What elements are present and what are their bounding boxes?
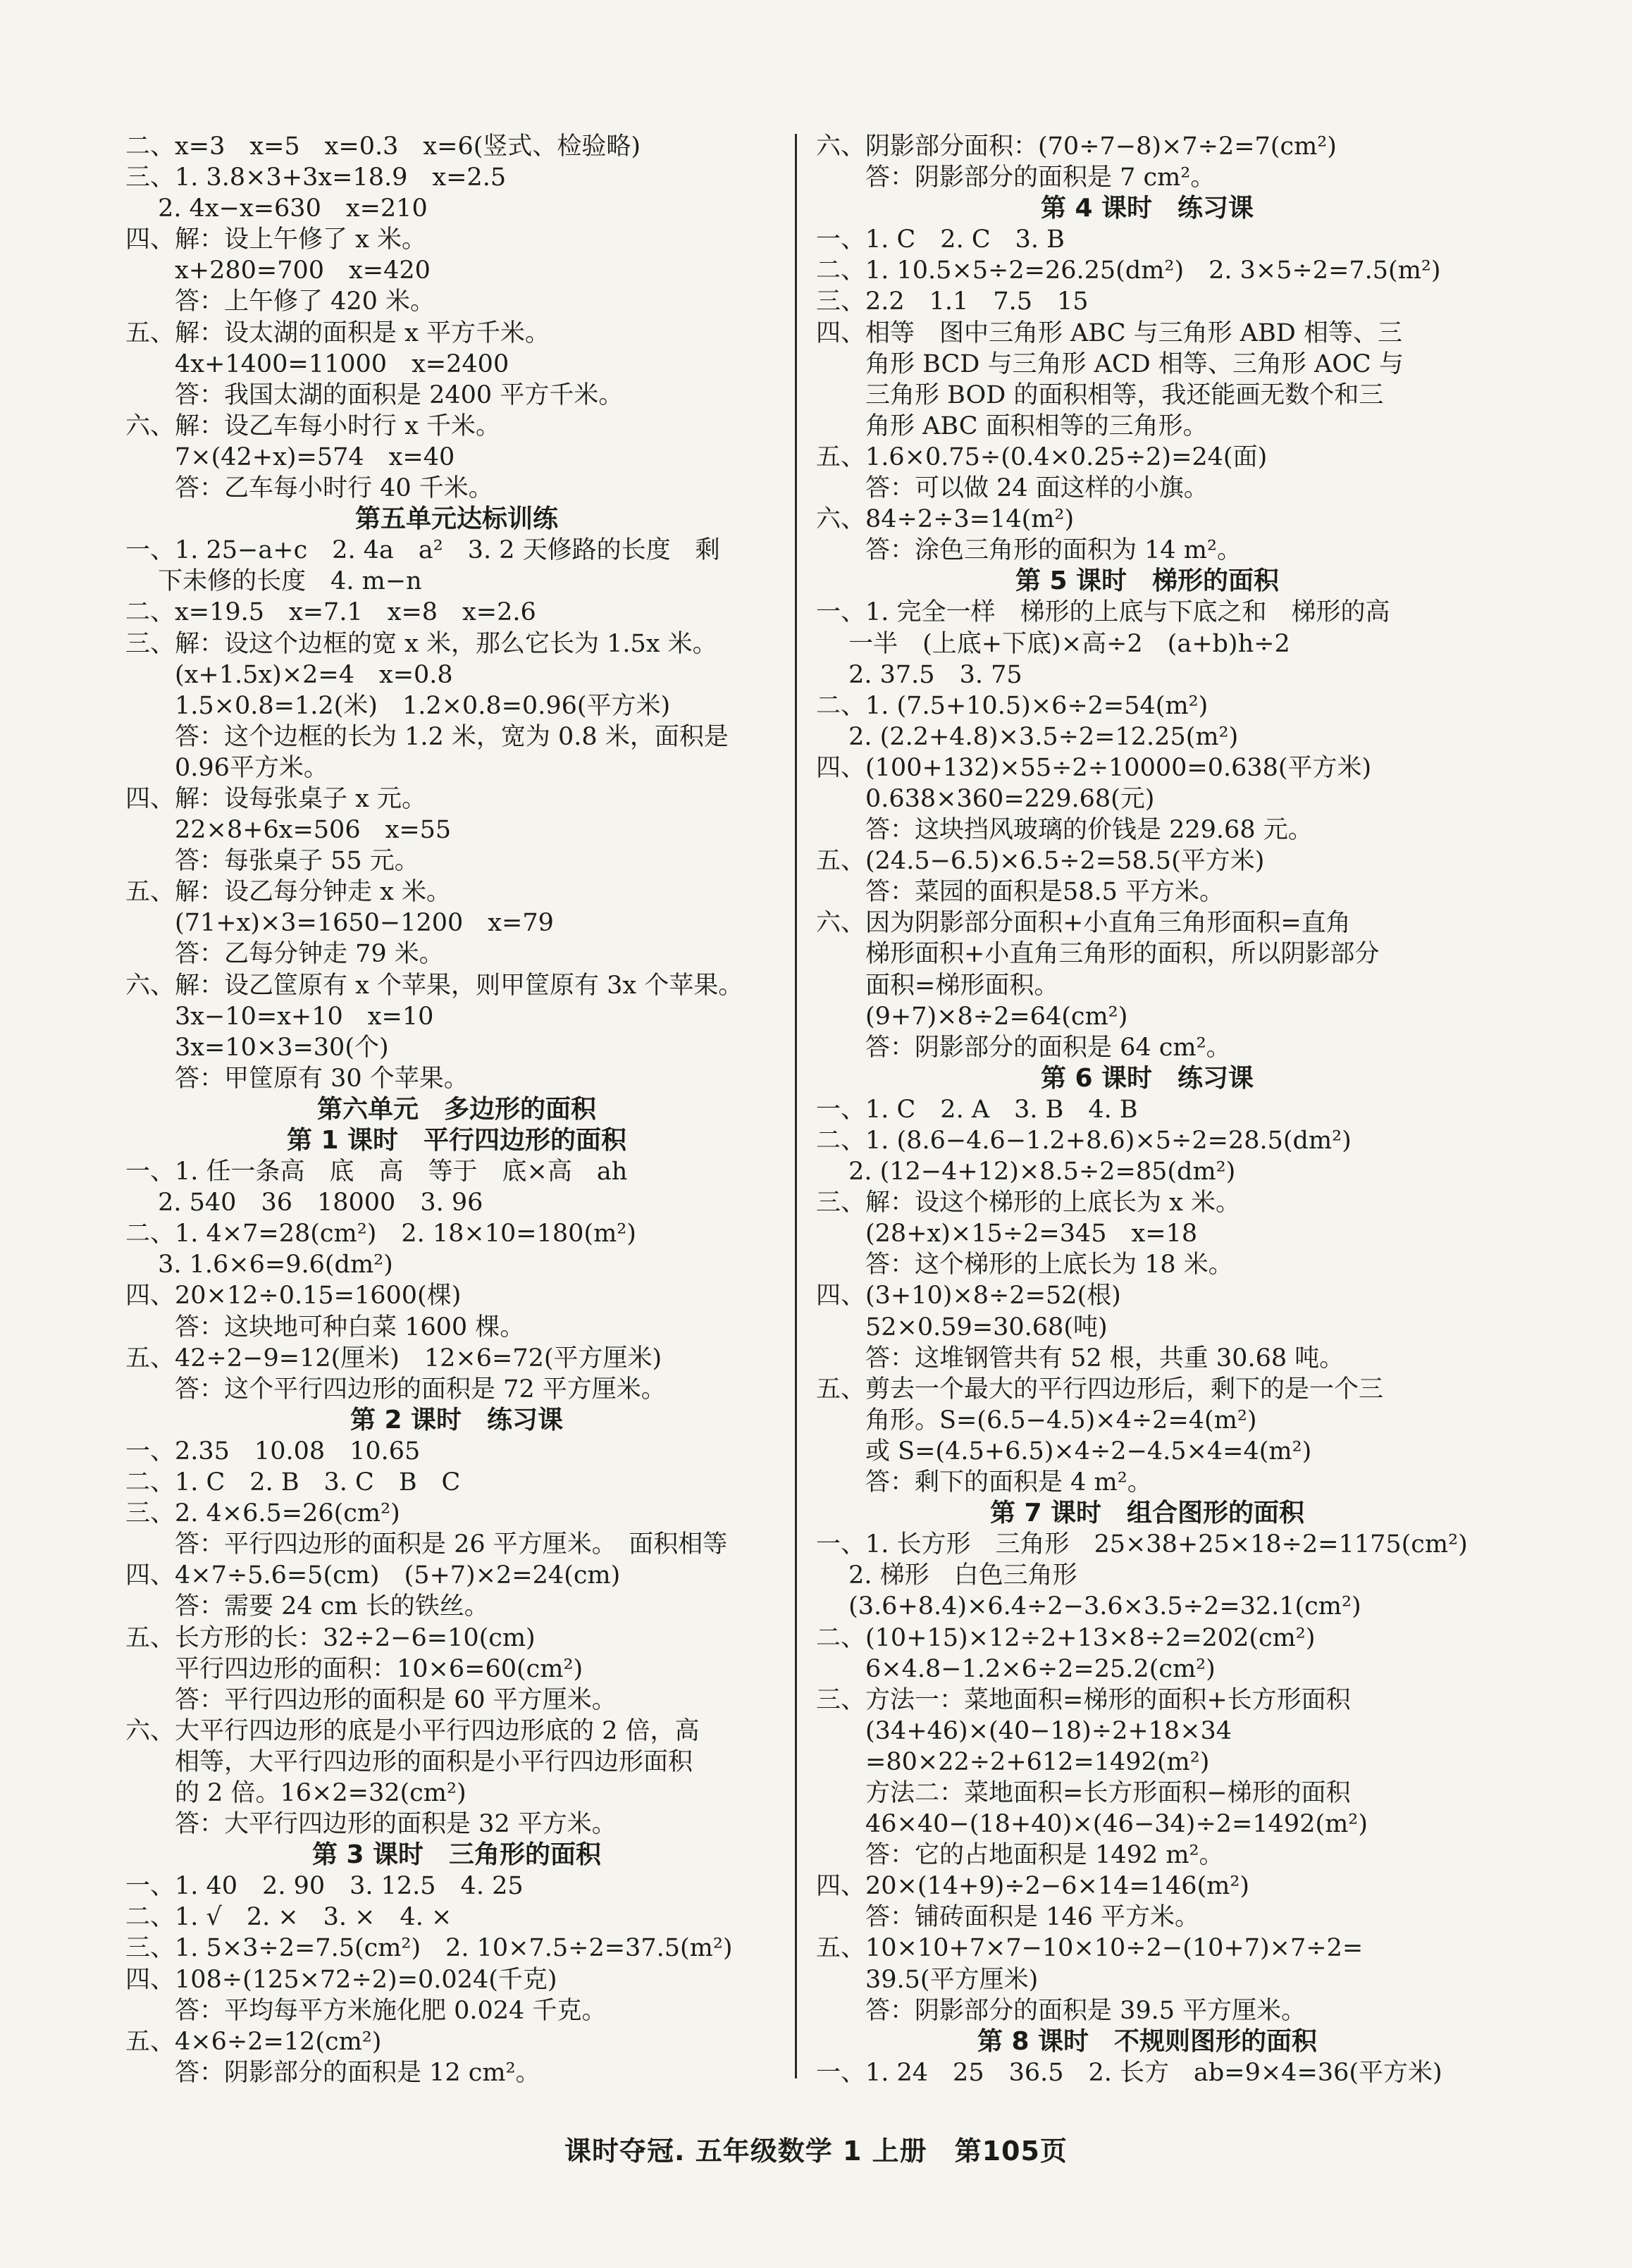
section-heading: 第 5 课时 梯形的面积 — [1015, 566, 1280, 596]
answer-line: 答：这个边框的长为 1.2 米，宽为 0.8 米，面积是 — [125, 722, 729, 751]
answer-line: 四、解：设每张桌子 x 元。 — [125, 784, 426, 813]
answer-line: 答：这块地可种白菜 1600 棵。 — [125, 1313, 525, 1341]
answer-line: 面积=梯形面积。 — [816, 971, 1059, 1000]
answer-line: 答：它的占地面积是 1492 m²。 — [816, 1841, 1224, 1870]
answer-line: 五、10×10+7×7−10×10÷2−(10+7)×7÷2= — [816, 1934, 1364, 1963]
answer-line: 2. (2.2+4.8)×3.5÷2=12.25(m²) — [816, 722, 1239, 751]
answer-line: 二、1. C 2. B 3. C B C — [125, 1468, 461, 1497]
answer-line: 三角形 BOD 的面积相等，我还能画无数个和三 — [816, 380, 1384, 409]
answer-line: 一、1. 25−a+c 2. 4a a² 3. 2 天修路的长度 剩 — [125, 536, 720, 565]
answer-line: 梯形面积+小直角三角形的面积，所以阴影部分 — [816, 940, 1380, 969]
answer-line: 四、20×12÷0.15=1600(棵) — [125, 1282, 462, 1310]
answer-line: 四、4×7÷5.6=5(cm) (5+7)×2=24(cm) — [125, 1561, 621, 1590]
answer-line: 二、1. (8.6−4.6−1.2+8.6)×5÷2=28.5(dm²) — [816, 1127, 1352, 1155]
answer-line: 角形 ABC 面积相等的三角形。 — [816, 411, 1208, 440]
answer-line: 答：这个梯形的上底长为 18 米。 — [816, 1251, 1233, 1279]
answer-line: 4x+1400=11000 x=2400 — [125, 349, 509, 378]
answer-line: 答：我国太湖的面积是 2400 平方千米。 — [125, 380, 624, 409]
answer-line: 三、2. 4×6.5=26(cm²) — [125, 1499, 400, 1528]
answer-line: 6×4.8−1.2×6÷2=25.2(cm²) — [816, 1654, 1216, 1683]
answer-line: 四、(3+10)×8÷2=52(根) — [816, 1282, 1121, 1310]
answer-line: 下未修的长度 4. m−n — [125, 567, 422, 596]
answer-line: 1.5×0.8=1.2(米) 1.2×0.8=0.96(平方米) — [125, 691, 671, 720]
answer-line: 2. (12−4+12)×8.5÷2=85(dm²) — [816, 1158, 1236, 1186]
answer-line: 2. 4x−x=630 x=210 — [125, 194, 428, 223]
answer-line: 三、1. 5×3÷2=7.5(cm²) 2. 10×7.5÷2=37.5(m²) — [125, 1934, 733, 1963]
answer-line: 答：涂色三角形的面积为 14 m²。 — [816, 536, 1242, 565]
answer-line: 六、大平行四边形的底是小平行四边形底的 2 倍，高 — [125, 1716, 700, 1745]
answer-line: 方法二：菜地面积=长方形面积−梯形的面积 — [816, 1778, 1351, 1807]
answer-line: 五、(24.5−6.5)×6.5÷2=58.5(平方米) — [816, 847, 1265, 876]
answer-line: (3.6+8.4)×6.4÷2−3.6×3.5÷2=32.1(cm²) — [816, 1592, 1361, 1621]
answer-line: 7×(42+x)=574 x=40 — [125, 442, 455, 471]
answer-line: 三、方法一：菜地面积=梯形的面积+长方形面积 — [816, 1685, 1351, 1714]
answer-line: 三、解：设这个边框的宽 x 米，那么它长为 1.5x 米。 — [125, 629, 717, 658]
answer-line: 三、2.2 1.1 7.5 15 — [816, 287, 1089, 316]
section-heading: 第 1 课时 平行四边形的面积 — [286, 1126, 627, 1155]
answer-line: 或 S=(4.5+6.5)×4÷2−4.5×4=4(m²) — [816, 1437, 1312, 1465]
answer-line: 的 2 倍。16×2=32(cm²) — [125, 1778, 466, 1807]
answer-line: x+280=700 x=420 — [125, 256, 431, 285]
answer-line: 答：这块挡风玻璃的价钱是 229.68 元。 — [816, 816, 1313, 845]
answer-line: 二、1. 10.5×5÷2=26.25(dm²) 2. 3×5÷2=7.5(m²) — [816, 256, 1441, 285]
answer-line: 答：这堆钢管共有 52 根，共重 30.68 吨。 — [816, 1344, 1344, 1372]
answer-line: 答：需要 24 cm 长的铁丝。 — [125, 1592, 489, 1621]
answer-line: 五、解：设乙每分钟走 x 米。 — [125, 878, 451, 907]
section-heading: 第 4 课时 练习课 — [1040, 194, 1254, 223]
answer-line: 答：每张桌子 55 元。 — [125, 847, 419, 876]
answer-line: 一、1. C 2. C 3. B — [816, 225, 1065, 254]
answer-line: 四、20×(14+9)÷2−6×14=146(m²) — [816, 1872, 1250, 1901]
answer-line: 答：这个平行四边形的面积是 72 平方厘米。 — [125, 1375, 666, 1403]
answer-line: 3x−10=x+10 x=10 — [125, 1002, 434, 1031]
section-heading: 第五单元达标训练 — [354, 504, 558, 534]
section-heading: 第 7 课时 组合图形的面积 — [989, 1499, 1305, 1528]
answer-line: 一、2.35 10.08 10.65 — [125, 1437, 421, 1465]
answer-line: 46×40−(18+40)×(46−34)÷2=1492(m²) — [816, 1810, 1368, 1839]
section-heading: 第六单元 多边形的面积 — [316, 1094, 596, 1124]
answer-line: (x+1.5x)×2=4 x=0.8 — [125, 660, 453, 689]
answer-line: 相等，大平行四边形的面积是小平行四边形面积 — [125, 1747, 693, 1776]
answer-line: 一、1. 任一条高 底 高 等于 底×高 ah — [125, 1158, 628, 1186]
answer-line: 角形 BCD 与三角形 ACD 相等、三角形 AOC 与 — [816, 349, 1404, 378]
answer-line: 一半 (上底+下底)×高÷2 (a+b)h÷2 — [816, 629, 1290, 658]
answer-line: (9+7)×8÷2=64(cm²) — [816, 1002, 1128, 1031]
answer-line: 三、解：设这个梯形的上底长为 x 米。 — [816, 1189, 1240, 1217]
answer-line: 五、解：设太湖的面积是 x 平方千米。 — [125, 318, 550, 347]
answer-line: 39.5(平方厘米) — [816, 1965, 1039, 1994]
answer-line: 一、1. 长方形 三角形 25×38+25×18÷2=1175(cm²) — [816, 1530, 1468, 1559]
answer-line: 一、1. C 2. A 3. B 4. B — [816, 1095, 1138, 1124]
answer-line: 2. 37.5 3. 75 — [816, 660, 1022, 689]
answer-line: 六、因为阴影部分面积+小直角三角形面积=直角 — [816, 909, 1351, 938]
answer-line: 52×0.59=30.68(吨) — [816, 1313, 1108, 1341]
answer-line: 四、(100+132)×55÷2÷10000=0.638(平方米) — [816, 753, 1372, 782]
section-heading: 第 6 课时 练习课 — [1040, 1063, 1254, 1093]
answer-line: 二、1. 4×7=28(cm²) 2. 18×10=180(m²) — [125, 1220, 636, 1248]
answer-line: 答：铺砖面积是 146 平方米。 — [816, 1903, 1200, 1932]
answer-line: 六、解：设乙车每小时行 x 千米。 — [125, 411, 500, 440]
answer-line: 0.638×360=229.68(元) — [816, 784, 1155, 813]
answer-line: 答：剩下的面积是 4 m²。 — [816, 1468, 1152, 1497]
answer-line: 3. 1.6×6=9.6(dm²) — [125, 1251, 393, 1279]
section-heading: 第 2 课时 练习课 — [350, 1405, 564, 1434]
answer-line: 答：平行四边形的面积是 26 平方厘米。 面积相等 — [125, 1530, 728, 1559]
answer-line: 二、x=3 x=5 x=0.3 x=6(竖式、检验略) — [125, 132, 641, 161]
answer-line: 22×8+6x=506 x=55 — [125, 816, 452, 845]
answer-line: (34+46)×(40−18)÷2+18×34 — [816, 1716, 1232, 1745]
answer-line: 一、1. 24 25 36.5 2. 长方 ab=9×4=36(平方米) — [816, 2058, 1442, 2087]
answer-line: 答：甲筐原有 30 个苹果。 — [125, 1064, 469, 1093]
answer-line: 答：上午修了 420 米。 — [125, 287, 435, 316]
answer-line: 2. 梯形 白色三角形 — [816, 1561, 1077, 1590]
answer-line: 答：平行四边形的面积是 60 平方厘米。 — [125, 1685, 617, 1714]
answer-line: 答：阴影部分的面积是 64 cm²。 — [816, 1033, 1231, 1062]
answer-line: 五、长方形的长：32÷2−6=10(cm) — [125, 1623, 536, 1652]
answer-line: =80×22÷2+612=1492(m²) — [816, 1747, 1210, 1776]
answer-line: 六、84÷2÷3=14(m²) — [816, 505, 1075, 534]
answer-line: 二、x=19.5 x=7.1 x=8 x=2.6 — [125, 598, 536, 627]
answer-line: 六、阴影部分面积：(70÷7−8)×7÷2=7(cm²) — [816, 132, 1337, 161]
section-heading: 第 3 课时 三角形的面积 — [311, 1840, 602, 1870]
answer-line: 答：乙每分钟走 79 米。 — [125, 940, 444, 969]
answer-line: 平行四边形的面积：10×6=60(cm²) — [125, 1654, 583, 1683]
answer-line: 答：平均每平方米施化肥 0.024 千克。 — [125, 1996, 607, 2025]
answer-line: 三、1. 3.8×3+3x=18.9 x=2.5 — [125, 163, 507, 192]
section-heading: 第 8 课时 不规则图形的面积 — [977, 2026, 1318, 2056]
answer-line: 二、(10+15)×12÷2+13×8÷2=202(cm²) — [816, 1623, 1316, 1652]
answer-line: 3x=10×3=30(个) — [125, 1033, 389, 1062]
answer-line: 答：大平行四边形的面积是 32 平方米。 — [125, 1810, 617, 1839]
answer-line: 答：阴影部分的面积是 7 cm²。 — [816, 163, 1216, 192]
answer-line: 角形。S=(6.5−4.5)×4÷2=4(m²) — [816, 1406, 1257, 1434]
answer-line: 一、1. 完全一样 梯形的上底与下底之和 梯形的高 — [816, 598, 1390, 627]
answer-line: 二、1. √ 2. × 3. × 4. × — [125, 1903, 452, 1932]
answer-line: 四、相等 图中三角形 ABC 与三角形 ABD 相等、三 — [816, 318, 1402, 347]
answer-line: 答：阴影部分的面积是 12 cm²。 — [125, 2058, 540, 2087]
answer-line: 答：乙车每小时行 40 千米。 — [125, 474, 493, 503]
answer-line: 五、42÷2−9=12(厘米) 12×6=72(平方厘米) — [125, 1344, 662, 1372]
page-footer: 课时夺冠. 五年级数学 1 上册 第105页 — [564, 2136, 1068, 2167]
left-column — [125, 131, 788, 2088]
answer-line: 五、剪去一个最大的平行四边形后，剩下的是一个三 — [816, 1375, 1384, 1403]
answer-line: 答：菜园的面积是58.5 平方米。 — [816, 878, 1225, 907]
answer-line: 六、解：设乙筐原有 x 个苹果，则甲筐原有 3x 个苹果。 — [125, 971, 743, 1000]
answer-line: 二、1. (7.5+10.5)×6÷2=54(m²) — [816, 691, 1208, 720]
answer-line: 2. 540 36 18000 3. 96 — [125, 1189, 483, 1217]
answer-line: 答：阴影部分的面积是 39.5 平方厘米。 — [816, 1996, 1306, 2025]
answer-line: (71+x)×3=1650−1200 x=79 — [125, 909, 554, 938]
answer-line: 0.96平方米。 — [125, 753, 328, 782]
answer-line: 答：可以做 24 面这样的小旗。 — [816, 474, 1208, 503]
answer-line: 一、1. 40 2. 90 3. 12.5 4. 25 — [125, 1872, 524, 1901]
right-column — [816, 131, 1478, 2088]
answer-line: 五、1.6×0.75÷(0.4×0.25÷2)=24(面) — [816, 442, 1268, 471]
column-divider — [795, 134, 797, 2078]
answer-line: 四、解：设上午修了 x 米。 — [125, 225, 426, 254]
answer-line: 四、108÷(125×72÷2)=0.024(千克) — [125, 1965, 557, 1994]
answer-line: (28+x)×15÷2=345 x=18 — [816, 1220, 1198, 1248]
answer-line: 五、4×6÷2=12(cm²) — [125, 2027, 382, 2056]
